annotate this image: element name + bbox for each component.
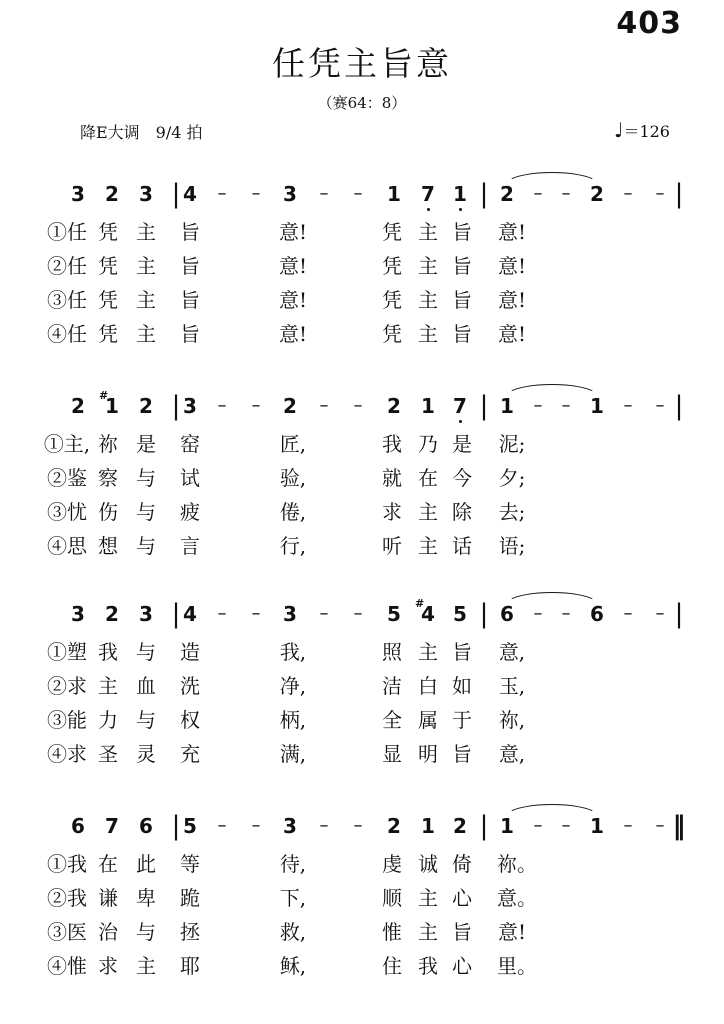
note: 5: [453, 602, 467, 626]
note: 1: [445, 180, 475, 208]
note-extension: –: [353, 815, 363, 836]
note-extension: –: [319, 395, 329, 416]
lyric-syllable: 主: [418, 500, 438, 524]
note-extension: –: [623, 815, 633, 836]
lyric-syllable: 我: [98, 640, 118, 664]
lyric-syllable: 凭: [382, 288, 402, 312]
note-extension: –: [251, 183, 261, 204]
lyric-syllable: 语;: [498, 534, 526, 558]
lyric-syllable: 疲: [180, 500, 200, 524]
lyric-syllable: 显: [382, 742, 402, 766]
lyric-syllable: 治: [98, 920, 118, 944]
lyric-syllable: 求: [98, 954, 118, 978]
lyric-syllable: 意。: [497, 886, 537, 910]
lyric-syllable: 在: [98, 852, 118, 876]
lyric-syllable: 与: [136, 534, 156, 558]
lyric-syllable: 主: [98, 674, 118, 698]
lyric-syllable: ①主,: [43, 432, 91, 456]
note: 3: [71, 182, 85, 206]
bar-line: |: [479, 391, 489, 421]
lyric-syllable: ①任: [47, 220, 87, 244]
lyric-syllable: 意!: [278, 254, 308, 278]
note: 3: [283, 602, 297, 626]
note-extension: –: [561, 815, 571, 836]
lyric-syllable: ①塑: [47, 640, 87, 664]
sharp-accidental: #: [415, 597, 425, 610]
note-extension: –: [533, 603, 543, 624]
lyric-syllable: 卑: [136, 886, 156, 910]
note: 7: [413, 180, 443, 208]
note: 3: [139, 182, 153, 206]
lyric-syllable: 与: [136, 640, 156, 664]
note: 2: [71, 394, 85, 418]
note-extension: –: [353, 603, 363, 624]
lyric-syllable: ②我: [47, 886, 87, 910]
lyric-syllable: 旨: [180, 322, 200, 346]
score-system: [0, 597, 724, 800]
lyric-syllable: 住: [382, 954, 402, 978]
lyric-syllable: 于: [452, 708, 472, 732]
note: 3: [183, 394, 197, 418]
note: 2: [387, 394, 401, 418]
note: 1: [500, 394, 514, 418]
note-extension: –: [217, 603, 227, 624]
note: 1: [421, 394, 435, 418]
lyric-syllable: 意!: [497, 254, 527, 278]
lyric-syllable: 谦: [98, 886, 118, 910]
lyric-syllable: 试: [180, 466, 200, 490]
lyric-syllable: 明: [418, 742, 438, 766]
sharp-accidental: #: [99, 389, 109, 402]
lyric-syllable: 力: [98, 708, 118, 732]
lyric-syllable: 求: [382, 500, 402, 524]
lyric-syllable: 稣,: [279, 954, 307, 978]
lyric-syllable: ④求: [47, 742, 87, 766]
lyric-syllable: 主: [136, 254, 156, 278]
lyric-syllable: 照: [382, 640, 402, 664]
lyric-syllable: 与: [136, 500, 156, 524]
quarter-note-icon: ♩: [614, 118, 624, 142]
lyric-syllable: 泥;: [498, 432, 526, 456]
lyric-syllable: 等: [180, 852, 200, 876]
note: 6: [139, 814, 153, 838]
note: 4: [183, 602, 197, 626]
note-extension: –: [251, 815, 261, 836]
lyric-syllable: 属: [418, 708, 438, 732]
lyric-syllable: 主: [136, 220, 156, 244]
note: 1 #: [97, 392, 127, 420]
note-extension: –: [319, 603, 329, 624]
lyric-syllable: 灵: [136, 742, 156, 766]
lyric-syllable: 玉,: [498, 674, 526, 698]
lyric-syllable: 主: [418, 288, 438, 312]
lyric-syllable: 耶: [180, 954, 200, 978]
note-extension: –: [217, 395, 227, 416]
lyric-syllable: 是: [452, 432, 472, 456]
lyric-syllable: ④惟: [47, 954, 87, 978]
lyric-syllable: 造: [180, 640, 200, 664]
lyric-syllable: 去;: [498, 500, 526, 524]
lyric-syllable: 洁: [382, 674, 402, 698]
lyric-syllable: 柄,: [279, 708, 307, 732]
lyric-syllable: 与: [136, 466, 156, 490]
lyric-syllable: 主: [136, 322, 156, 346]
note: 2: [590, 182, 604, 206]
lyric-syllable: 旨: [452, 640, 472, 664]
lyric-syllable: 匠,: [279, 432, 307, 456]
lyric-syllable: 意,: [498, 640, 526, 664]
lyric-syllable: 主: [418, 322, 438, 346]
note-extension: –: [533, 815, 543, 836]
note-extension: –: [561, 395, 571, 416]
low-octave-dot: [459, 420, 462, 423]
lyric-syllable: 想: [98, 534, 118, 558]
lyric-syllable: 就: [382, 466, 402, 490]
lyric-syllable: ②鉴: [47, 466, 87, 490]
page-number: 403: [616, 6, 682, 41]
lyric-syllable: ④任: [47, 322, 87, 346]
lyric-syllable: ②求: [47, 674, 87, 698]
lyric-syllable: 旨: [452, 254, 472, 278]
lyric-syllable: 意!: [278, 288, 308, 312]
bar-line: |: [171, 811, 181, 841]
tempo-value: ＝126: [623, 122, 670, 141]
lyric-syllable: 顺: [382, 886, 402, 910]
lyric-syllable: 净,: [279, 674, 307, 698]
score-system: [0, 812, 724, 1012]
low-octave-dot: [427, 208, 430, 211]
lyric-syllable: 主: [418, 920, 438, 944]
note-extension: –: [353, 395, 363, 416]
note: 7: [105, 814, 119, 838]
lyric-syllable: 凭: [382, 322, 402, 346]
bar-line: |: [674, 599, 684, 629]
note: 3: [283, 814, 297, 838]
note: 6: [71, 814, 85, 838]
note-extension: –: [251, 395, 261, 416]
lyric-syllable: 白: [418, 674, 438, 698]
note-extension: –: [353, 183, 363, 204]
lyric-syllable: 里。: [497, 954, 537, 978]
lyric-syllable: 意!: [278, 220, 308, 244]
score-system: [0, 389, 724, 592]
note-extension: –: [623, 395, 633, 416]
lyric-syllable: 意!: [497, 322, 527, 346]
lyric-syllable: 凭: [98, 288, 118, 312]
lyric-syllable: 倦,: [279, 500, 307, 524]
lyric-syllable: 凭: [382, 220, 402, 244]
note-extension: –: [655, 603, 665, 624]
bar-line: ‖: [672, 811, 686, 841]
bar-line: |: [674, 391, 684, 421]
lyric-syllable: 祢: [98, 432, 118, 456]
lyric-syllable: 窑: [180, 432, 200, 456]
lyric-syllable: 意,: [498, 742, 526, 766]
note: 1: [387, 182, 401, 206]
bar-line: |: [479, 599, 489, 629]
lyric-syllable: 旨: [452, 322, 472, 346]
lyric-syllable: 如: [452, 674, 472, 698]
note: 2: [453, 814, 467, 838]
lyric-syllable: 主: [136, 954, 156, 978]
lyric-syllable: 旨: [180, 288, 200, 312]
lyric-syllable: 与: [136, 708, 156, 732]
bar-line: |: [171, 179, 181, 209]
lyric-syllable: 下,: [279, 886, 307, 910]
lyric-syllable: 意!: [497, 288, 527, 312]
lyric-syllable: 主: [418, 640, 438, 664]
lyric-syllable: 伤: [98, 500, 118, 524]
note: 1: [500, 814, 514, 838]
note-extension: –: [655, 815, 665, 836]
note-extension: –: [623, 603, 633, 624]
lyric-syllable: 救,: [279, 920, 307, 944]
lyric-syllable: 察: [98, 466, 118, 490]
key-signature: 降E大调 9/4 拍: [80, 123, 203, 142]
lyric-syllable: 是: [136, 432, 156, 456]
lyric-syllable: 主: [418, 534, 438, 558]
note: 2: [283, 394, 297, 418]
lyric-syllable: 我: [382, 432, 402, 456]
low-octave-dot: [459, 208, 462, 211]
note-extension: –: [319, 815, 329, 836]
lyric-syllable: 旨: [452, 920, 472, 944]
note-extension: –: [533, 395, 543, 416]
lyric-syllable: 在: [418, 466, 438, 490]
lyric-syllable: ③能: [47, 708, 87, 732]
lyric-syllable: 祢。: [497, 852, 537, 876]
lyric-syllable: 验,: [279, 466, 307, 490]
lyric-syllable: 全: [382, 708, 402, 732]
lyric-syllable: 此: [136, 852, 156, 876]
note: 5: [183, 814, 197, 838]
note-extension: –: [655, 395, 665, 416]
lyric-syllable: 旨: [180, 220, 200, 244]
note: 2: [105, 182, 119, 206]
note-extension: –: [623, 183, 633, 204]
lyric-syllable: 主: [418, 886, 438, 910]
lyric-syllable: 言: [180, 534, 200, 558]
lyric-syllable: 听: [382, 534, 402, 558]
score-system: [0, 180, 724, 380]
note: 3: [283, 182, 297, 206]
note-extension: –: [561, 603, 571, 624]
note-extension: –: [217, 815, 227, 836]
lyric-syllable: 话: [452, 534, 472, 558]
lyric-syllable: ③医: [47, 920, 87, 944]
lyric-syllable: 充: [180, 742, 200, 766]
lyric-syllable: 乃: [418, 432, 438, 456]
lyric-syllable: 洗: [180, 674, 200, 698]
lyric-syllable: 行,: [279, 534, 307, 558]
note: 1: [421, 814, 435, 838]
note: 1: [590, 814, 604, 838]
lyric-syllable: 圣: [98, 742, 118, 766]
lyric-syllable: 主: [418, 220, 438, 244]
lyric-syllable: 权: [180, 708, 200, 732]
note: 4 #: [413, 600, 443, 628]
lyric-syllable: 心: [452, 954, 472, 978]
note: 6: [500, 602, 514, 626]
note: 6: [590, 602, 604, 626]
lyric-syllable: 旨: [180, 254, 200, 278]
lyric-syllable: 我: [418, 954, 438, 978]
lyric-syllable: 凭: [382, 254, 402, 278]
lyric-syllable: 主: [136, 288, 156, 312]
lyric-syllable: 凭: [98, 254, 118, 278]
note: 2: [139, 394, 153, 418]
lyric-syllable: 与: [136, 920, 156, 944]
lyric-syllable: 诚: [418, 852, 438, 876]
lyric-syllable: 我,: [279, 640, 307, 664]
lyric-syllable: 除: [452, 500, 472, 524]
note: 7: [445, 392, 475, 420]
note: 2: [500, 182, 514, 206]
bar-line: |: [171, 599, 181, 629]
lyric-syllable: 虔: [382, 852, 402, 876]
note: 1: [590, 394, 604, 418]
note: 5: [387, 602, 401, 626]
lyric-syllable: 跪: [180, 886, 200, 910]
lyric-syllable: 主: [418, 254, 438, 278]
note: 3: [71, 602, 85, 626]
lyric-syllable: 旨: [452, 220, 472, 244]
note-extension: –: [217, 183, 227, 204]
note-extension: –: [251, 603, 261, 624]
lyric-syllable: 待,: [279, 852, 307, 876]
lyric-syllable: 倚: [452, 852, 472, 876]
note-extension: –: [319, 183, 329, 204]
lyric-syllable: 拯: [180, 920, 200, 944]
lyric-syllable: 今: [452, 466, 472, 490]
lyric-syllable: 旨: [452, 288, 472, 312]
note: 3: [139, 602, 153, 626]
scripture-reference: （赛64：8）: [317, 94, 407, 112]
bar-line: |: [479, 179, 489, 209]
tempo-marking: [614, 118, 670, 142]
lyric-syllable: 心: [452, 886, 472, 910]
hymn-title: 任凭主旨意: [272, 44, 452, 83]
lyric-syllable: ②任: [47, 254, 87, 278]
note-extension: –: [533, 183, 543, 204]
lyric-syllable: 血: [136, 674, 156, 698]
lyric-syllable: 满,: [279, 742, 307, 766]
note-extension: –: [561, 183, 571, 204]
lyric-syllable: 意!: [278, 322, 308, 346]
lyric-syllable: 凭: [98, 322, 118, 346]
note: 4: [183, 182, 197, 206]
lyric-syllable: 惟: [382, 920, 402, 944]
bar-line: |: [171, 391, 181, 421]
lyric-syllable: ①我: [47, 852, 87, 876]
note-extension: –: [655, 183, 665, 204]
lyric-syllable: 祢,: [498, 708, 526, 732]
lyric-syllable: 旨: [452, 742, 472, 766]
bar-line: |: [479, 811, 489, 841]
lyric-syllable: 夕;: [498, 466, 526, 490]
bar-line: |: [674, 179, 684, 209]
note: 2: [387, 814, 401, 838]
lyric-syllable: 意!: [497, 220, 527, 244]
lyric-syllable: ③任: [47, 288, 87, 312]
note: 2: [105, 602, 119, 626]
lyric-syllable: 意!: [497, 920, 527, 944]
lyric-syllable: ③忧: [47, 500, 87, 524]
lyric-syllable: 凭: [98, 220, 118, 244]
lyric-syllable: ④思: [47, 534, 87, 558]
